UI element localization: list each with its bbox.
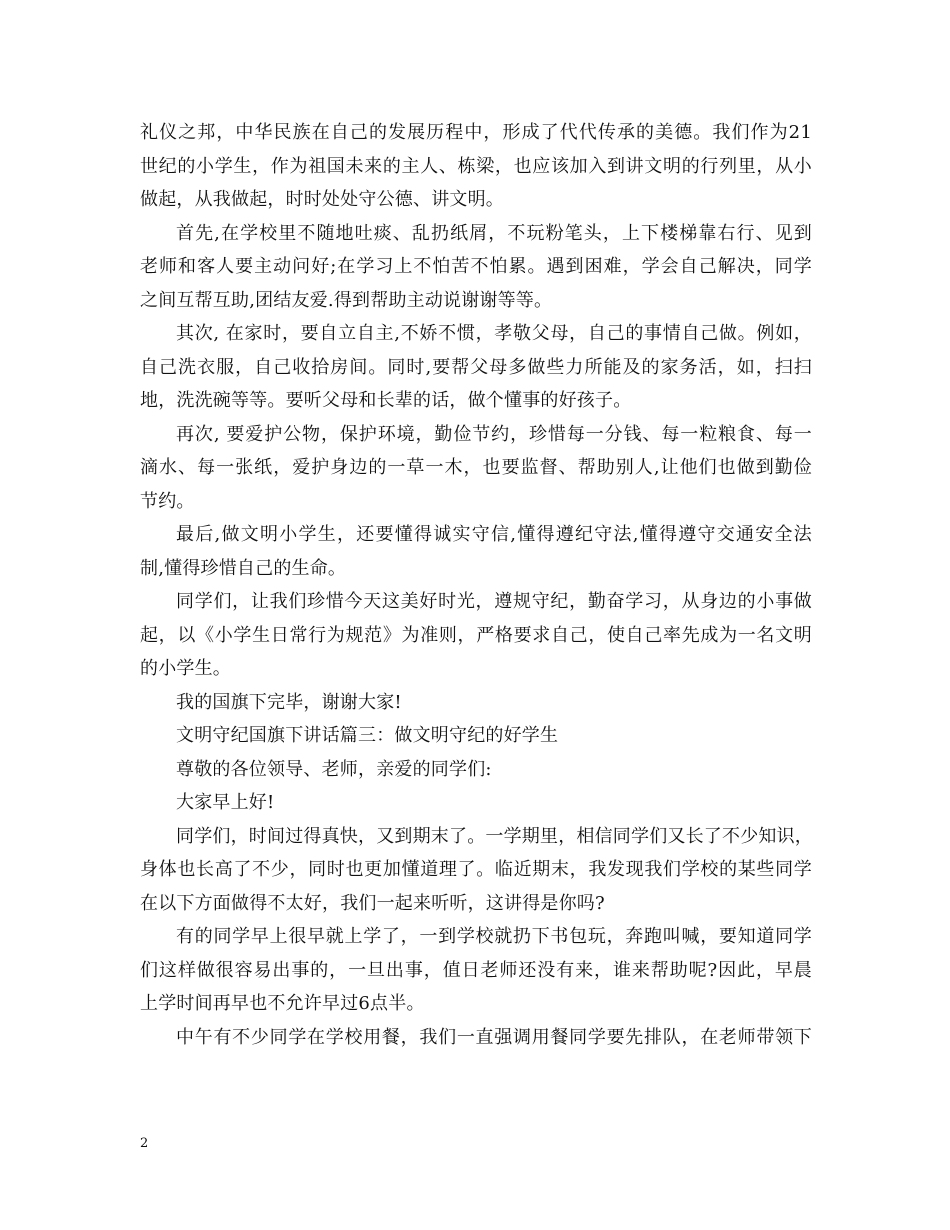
text-line: 身体也长高了不少，同时也更加懂道理了。临近期末，我发现我们学校的某些同学 <box>140 859 812 880</box>
text-line: 尊敬的各位领导、老师，亲爱的同学们: <box>176 758 492 780</box>
text-line: 的小学生。 <box>140 658 231 679</box>
text-line: 节约。 <box>140 490 195 512</box>
text-line: 大家早上好! <box>176 792 275 813</box>
text-line: 制,懂得珍惜自己的生命。 <box>140 557 347 579</box>
text-line: 做起，从我做起，时时处处守公德、讲文明。 <box>140 189 504 210</box>
text-line: 地，洗洗碗等等。要听父母和长辈的话，做个懂事的好孩子。 <box>140 390 632 411</box>
text-line: 有的同学早上很早就上学了，一到学校就扔下书包玩，奔跑叫喊，要知道同学 <box>176 926 812 947</box>
document-body <box>140 116 812 1054</box>
text-line: 们这样做很容易出事的，一旦出事，值日老师还没有来，谁来帮助呢?因此，早晨 <box>140 959 812 981</box>
text-line: 同学们，让我们珍惜今天这美好时光，遵规守纪，勤奋学习，从身边的小事做 <box>176 591 812 612</box>
text-line: 最后,做文明小学生，还要懂得诚实守信,懂得遵纪守法,懂得遵守交通安全法 <box>176 524 812 545</box>
text-line: 在以下方面做得不太好，我们一起来听听，这讲得是你吗? <box>140 892 605 914</box>
text-line: 滴水、每一张纸，爱护身边的一草一木，也要监督、帮助别人,让他们也做到勤俭 <box>140 457 812 478</box>
text-line: 其次, 在家时，要自立自主,不娇不惯，孝敬父母，自己的事情自己做。例如， <box>176 323 812 344</box>
text-line: 同学们，时间过得真快，又到期末了。一学期里，相信同学们又长了不少知识， <box>176 825 813 847</box>
text-line: 起，以《小学生日常行为规范》为准则，严格要求自己，使自己率先成为一名文明 <box>140 624 812 646</box>
text-line: 再次, 要爱护公物，保护环境，勤俭节约，珍惜每一分钱、每一粒粮食、每一 <box>176 423 812 445</box>
text-line: 之间互帮互助,团结友爱.得到帮助主动说谢谢等等。 <box>140 289 553 311</box>
text-line: 上学时间再早也不允许早过6点半。 <box>140 993 425 1014</box>
text-line: 老师和客人要主动问好;在学习上不怕苦不怕累。遇到困难，学会自己解决，同学 <box>140 256 812 277</box>
text-line: 文明守纪国旗下讲话篇三：做文明守纪的好学生 <box>176 725 559 746</box>
text-line: 世纪的小学生，作为祖国未来的主人、栋梁，也应该加入到讲文明的行列里，从小 <box>140 155 812 177</box>
page-number: 2 <box>140 1136 149 1151</box>
text-line: 我的国旗下完毕，谢谢大家! <box>176 691 402 713</box>
text-line: 礼仪之邦，中华民族在自己的发展历程中，形成了代代传承的美德。我们作为21 <box>140 122 812 143</box>
text-line: 中午有不少同学在学校用餐，我们一直强调用餐同学要先排队，在老师带领下 <box>176 1026 812 1048</box>
text-line: 自己洗衣服，自己收拾房间。同时,要帮父母多做些力所能及的家务活，如，扫扫 <box>140 356 812 378</box>
text-line: 首先,在学校里不随地吐痰、乱扔纸屑，不玩粉笔头，上下楼梯靠右行、见到 <box>176 222 812 244</box>
